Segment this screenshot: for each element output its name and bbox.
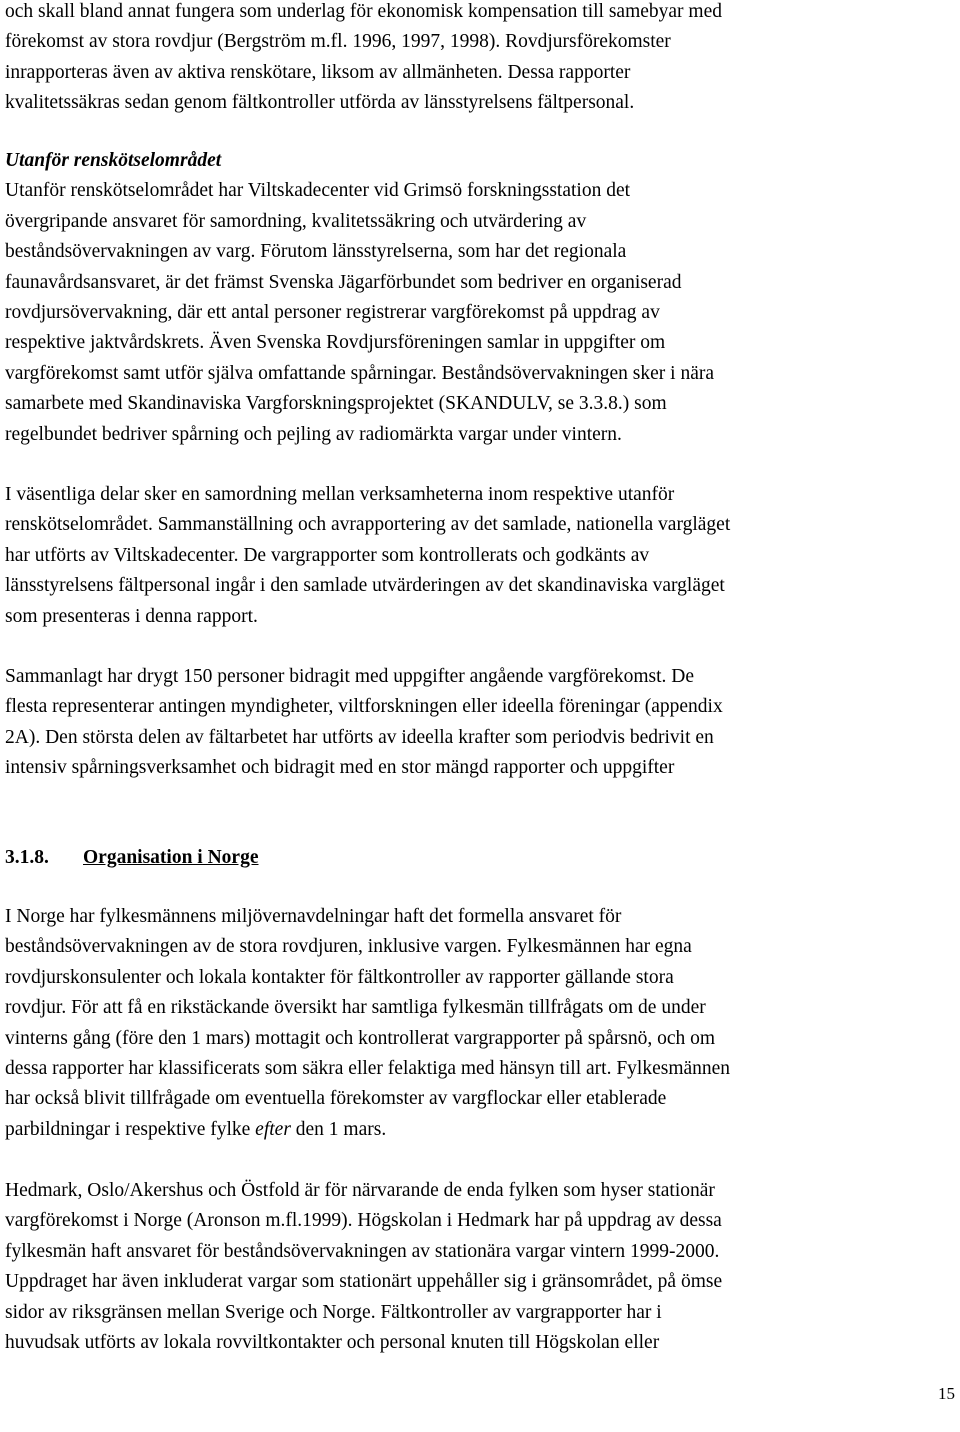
paragraph <box>5 480 730 632</box>
text-line: vinterns gång (före den 1 mars) mottagit och kontrollerat vargrapporter på spårsnö, och om <box>5 1027 716 1049</box>
text-line: huvudsak utförts av lokala rovviltkontakter och personal knuten till Högskolan eller <box>5 1332 660 1354</box>
text-line: intensiv spårningsverksamhet och bidragit med en stor mängd rapporter och uppgifter <box>5 757 675 779</box>
text-line: dessa rapporter har klassificerats som säkra eller felaktiga med hänsyn till art. Fylkesmännen <box>5 1058 731 1080</box>
paragraph <box>5 902 730 1145</box>
paragraph <box>5 146 714 450</box>
text-line: beståndsövervakningen av varg. Förutom länsstyrelserna, som har det regionala <box>5 241 627 263</box>
text-line: vargförekomst samt utför själva omfattande spårningar. Beståndsövervakningen sker i nära <box>5 362 715 384</box>
text-run: den 1 mars. <box>290 1118 387 1140</box>
emphasized-word: efter <box>255 1118 291 1140</box>
text-line: 2A). Den största delen av fältarbetet har utförts av ideella krafter som periodvis bedrivit en <box>5 726 714 748</box>
paragraph <box>5 0 722 119</box>
section-heading <box>5 843 259 873</box>
text-line: övergripande ansvaret för samordning, kvalitetssäkring och utvärdering av <box>5 210 587 232</box>
page-number: 15 <box>938 1384 955 1403</box>
text-line: I väsentliga delar sker en samordning mellan verksamheterna inom respektive utanför <box>5 484 675 505</box>
text-line: inrapporteras även av aktiva renskötare, liksom av allmänheten. Dessa rapporter <box>5 61 631 83</box>
paragraph <box>5 662 723 784</box>
text-line: fylkesmän haft ansvaret för beståndsövervakningen av stationära vargar vintern 1999-2000. <box>5 1240 720 1262</box>
text-line: respektive jaktvårdskrets. Även Svenska Rovdjursföreningen samlar in uppgifter om <box>5 332 666 354</box>
text-line: har också blivit tillfrågade om eventuella förekomster av vargflockar eller etablerade <box>5 1088 667 1110</box>
paragraph <box>5 1176 722 1358</box>
text-line: vargförekomst i Norge (Aronson m.fl.1999). Högskolan i Hedmark har på uppdrag av dessa <box>5 1210 722 1232</box>
text-line: sidor av riksgränsen mellan Sverige och Norge. Fältkontroller av vargrapporter har i <box>5 1301 662 1323</box>
text-line: faunavårdsansvaret, är det främst Svenska Jägarförbundet som bedriver en organiserad <box>5 271 682 293</box>
text-line: regelbundet bedriver spårning och pejling av radiomärkta vargar under vintern. <box>5 423 622 445</box>
subheading: Utanför renskötselområdet <box>5 150 222 171</box>
text-line: kvalitetssäkras sedan genom fältkontroller utförda av länsstyrelsens fältpersonal. <box>5 92 635 114</box>
text-line: som presenteras i denna rapport. <box>5 605 258 627</box>
text-line: länsstyrelsens fältpersonal ingår i den samlade utvärderingen av det skandinaviska vargläget <box>5 575 725 597</box>
text-line: samarbete med Skandinaviska Vargforskningsprojektet (SKANDULV, se 3.3.8.) som <box>5 393 667 415</box>
text-line <box>5 1115 730 1145</box>
text-line: och skall bland annat fungera som underlag för ekonomisk kompensation till samebyar med <box>5 1 722 22</box>
text-run: parbildningar i respektive fylke <box>5 1118 256 1140</box>
text-line: beståndsövervakningen av de stora rovdjuren, inklusive vargen. Fylkesmännen har egna <box>5 936 692 958</box>
text-line: förekomst av stora rovdjur (Bergström m.fl. 1996, 1997, 1998). Rovdjursförekomster <box>5 31 671 53</box>
text-line: flesta representerar antingen myndigheter, viltforskningen eller ideella föreningar (appendix <box>5 696 723 718</box>
section-title: Organisation i Norge <box>83 847 259 868</box>
text-line: rovdjur. För att få en rikstäckande översikt har samtliga fylkesmän tillfrågats om de under <box>5 997 706 1019</box>
text-line: Sammanlagt har drygt 150 personer bidragit med uppgifter angående vargförekomst. De <box>5 666 694 687</box>
text-line: I Norge har fylkesmännens miljövernavdelningar haft det formella ansvaret för <box>5 906 622 927</box>
text-line: har utförts av Viltskadecenter. De vargrapporter som kontrollerats och godkänts av <box>5 544 650 566</box>
section-number: 3.1.8. <box>5 847 49 868</box>
text-line: rovdjurskonsulenter och lokala kontakter för fältkontroller av rapporter gällande stora <box>5 966 674 988</box>
text-line: rovdjursövervakning, där ett antal personer registrerar vargförekomst på uppdrag av <box>5 302 660 324</box>
text-line: Utanför renskötselområdet har Viltskadecenter vid Grimsö forskningsstation det <box>5 180 631 202</box>
text-line: Hedmark, Oslo/Akershus och Östfold är för närvarande de enda fylken som hyser stationär <box>5 1180 715 1201</box>
text-line: Uppdraget har även inkluderat vargar som stationärt uppehåller sig i gränsområdet, på ömse <box>5 1271 723 1293</box>
text-line: renskötselområdet. Sammanställning och avrapportering av det samlade, nationella vargläget <box>5 514 731 536</box>
